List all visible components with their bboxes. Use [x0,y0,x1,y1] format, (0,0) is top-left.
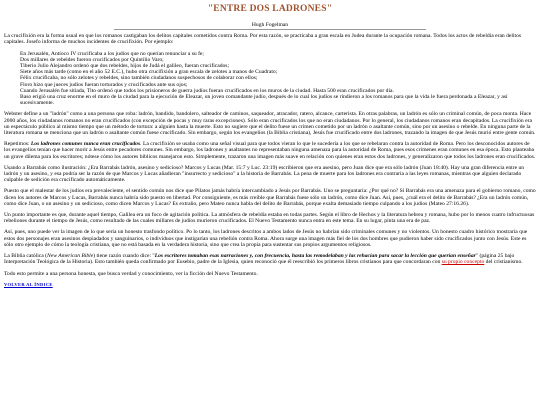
paragraph-text: . La crucifixión se usaba como una señal visual para que todos vieran lo que le sucedería a los que se rebelaran contra la autoridad de Roma. Pero los desconocidos autores de los evangelios tenían que hacer morir a Jesús entre pecadores comunes. Sin embargo, los ladrones y asaltantes no representaban ninguna amenaza para la autoridad de Roma, pues esos crímenes eran comunes en esa época. Esto planteaba un grave dilema para los escritores; nótese cómo los autores bíblicos manejaron esto. Simplemente, trazaron una imagen más suave en relación con quienes eran estos dos ladrones, y generalizaron que todos los ladrones eran crucificados. [4,141,536,160]
quoted-text: Los escritores tomaban esas narraciones y, con frecuencia, hasta las remodelaban y las rehacían para sacar la lección que querían enseñar [154,253,476,260]
paragraph-webster: Webster define a un "ladrón" como a una persona que roba: ladrón, bandido, bandolero, salteador de caminos, saqueador, atracador, ratero, alcance, carterista. En otras palabras, un ladrón es sólo un criminal común, de poca monta. Hace 2000 años, los ciudadanos romanos no eran crucificados (con excepción de pocas y muy raras excepciones). Sólo eran crucificados los que no eran ciudadanos. Por lo general, los ciudadanos romanos eran decapitados. La crucifixión era un espectáculo público al mismo tiempo que un método de tortura: a alguien hasta la muerte. Esto no sugiere que el delito fuese un crimen cometido por un ladrón o asaltante común, sino por un asesino o rebelde. En ninguna parte de la literatura romana se menciona que un ladrón o asaltante común fuese crucificado. Sin embargo, según los evangelios (la Biblia cristiana), Jesús fue crucificado entre dos ladrones, trazando la imagen de que Jesús murió entre gente común. [4,111,536,137]
crucifixion-examples-list [20,51,536,107]
paragraph-repetimos [4,141,536,160]
list-item: Floro hizo que jueces judíos fueran torturados y crucificados ante sus ojos; [20,81,188,88]
divider [114,29,426,30]
page-title: "ENTRE DOS LADRONES" [207,4,333,14]
book-title: New American Bible [47,253,94,260]
paragraph-galilea: Un punto importante es que, durante aquel tiempo, Galilea era un foco de agitación política. La atmósfera de rebeldía estaba en todas partes. Según el libro de Hechos y la literatura hebrea y romana, hubo por lo menos cuatro infructuosas rebeliones durante el tiempo de Jesús, como resultado de las cuales millares de judíos murieron crucificados. El Nuevo Testamento nunca entra en este tema. En su lugar, pinta una era de paz. [4,212,535,225]
list-item: En Jerusalén, Antíoco IV crucificaba a los judíos que no querían renunciar a su fe; [20,50,204,57]
paragraph-intro: La crucifixión era la forma usual en que los romanos castigaban los delitos capitales cometidos contra Roma. Por esta razón, se practicaba a gran escala en Judea durante la ocupación romana. Todos los actos de rebeldía eran delitos capitales. Josefo informa de muchos incidentes de crucifixión. Por ejemplo: [4,33,522,46]
paragraph-text: del cristianismo. [484,259,523,266]
paragraph-text: La Biblia católica ( [4,253,48,260]
paragraph-text: Repetimos: [4,141,31,148]
list-item: Dos millares de rebeldes fueron crucificados por Quintilio Varo; [20,56,164,63]
paragraph-barrabas: Usando a Barrabás como ilustración: ¿Era Barrabás ladrón, asesino y sedicioso? Marcos y Lucas (Mar. 15:7 y Luc. 23:19) escribieron que era asesino, pero Juan dice que era sólo ladrón (Juan 18:40). Hay una gran diferencia entre un ladrón y un asesino, y esa podría ser la razón de que Marcos y Lucas añadieran "insurrecto y sedicioso" a la historia de Barrabás. La pena de muerte para los ladrones era contraria a las leyes romanas, mientras que alguien declarado culpable de sedición era crucificado automáticamente. [4,164,525,184]
paragraph-closing: Todo esto permite a una persona honesta, que busca verdad y conocimiento, ver la ficción del Nuevo Testamento. [4,270,258,277]
list-item: Cuando Jerusalén fue sitiada, Tito ordenó que todos los prisioneros de guerra judíos fueran crucificados en los muros de la ciudad. Hasta 500 eran crucificados por día. [20,87,394,94]
paragraph-text: ) tiene razón cuando dice: " [93,253,155,260]
paragraph-biblia-catolica [4,253,536,265]
paragraph-pilatos: Puesto que el malestar de los judíos era prevaleciente, el sentido común nos dice que Pilatos jamás habría intercambiado a Jesús por Barrabás. Uno se preguntaría: ¿Por qué no? Si Barrabás era una amenaza para el gobierno romano, como dicen los autores de Marcos y Lucas, Barrabás nunca habría sido puesto en libertad. Por consiguiente, es más creíble que Barrabás fuese sólo un ladrón, como dice Juan. Así, pues, ¿cuál era el delito de Barrabás? ¿Era un ladrón común, como dice Juan, o un asesino y un sedicioso, como dicen Marcos y Lucas? Es extraño, pero Mateo nunca habla del delito de Barrabás, porque exalta demasiado tiempo culpando a los judíos (Mateo 27:16.26). [4,188,536,207]
back-to-index-link[interactable]: VOLVER AL ÍNDICE [4,281,53,287]
list-item: Siete años más tarde (como en el año 52 E.C.), hubo otra crucifixión a gran escala de zelotes a manos de Cuadrato; [20,69,278,76]
highlighted-text: su propio concepto [441,259,485,266]
list-item: Tiberio Julio Alejandro ordenó que dos rebeldes, hijos de Judá el galileo, fueran crucificados; [20,63,230,70]
author-name: Hugh Fogelman [251,22,289,28]
list-item: Baso erigió una cruz enorme en el muro de la ciudad para la ejecución de Eleazar, un joven comandante judío, después de lo cual los judíos se rindieron a los romanos para que la vida le fuera perdonada a Eleazar, y así sucesivamente. [20,94,508,107]
paragraph-text: " (página 25 bajo Interpretación Teológica de la Historia). Esto también queda confirmado por Eusebio, padre de la Iglesia, quien reconoció que él reescribió los primeros libros cristianos para que concordaran con [4,253,515,266]
paragraph-conclusion: Así, pues, uno puede ver la imagen de lo que sería un honesto trasfondo político. Po lo tanto, los ladrones descritos a ambos lados de Jesús no habrían sido criminales comunes y no violentos. Un honesto cuadro histórico mostraría que estos dos personajes eran asesinos despiadados y sanguinarios, o individuos que instigarían una rebelión contra Roma. Ahora surge una imagen más fiel de los dos hombres que pudieron haber sido crucificados junto con Jesús. Este es sólo otro ejemplo de cómo la teología cristiana, que no está basada en la verdadera historia, sino que crea la propia para sustentar sus propios argumentos religiosos. [4,229,528,248]
emphasis-text: Los ladrones comunes nunca eran crucificados [30,141,141,148]
list-item: Félix crucificaba, no sólo zelotes y rebeldes, sino también ciudadanos sospechosos de colaborar con ellos; [20,75,258,82]
